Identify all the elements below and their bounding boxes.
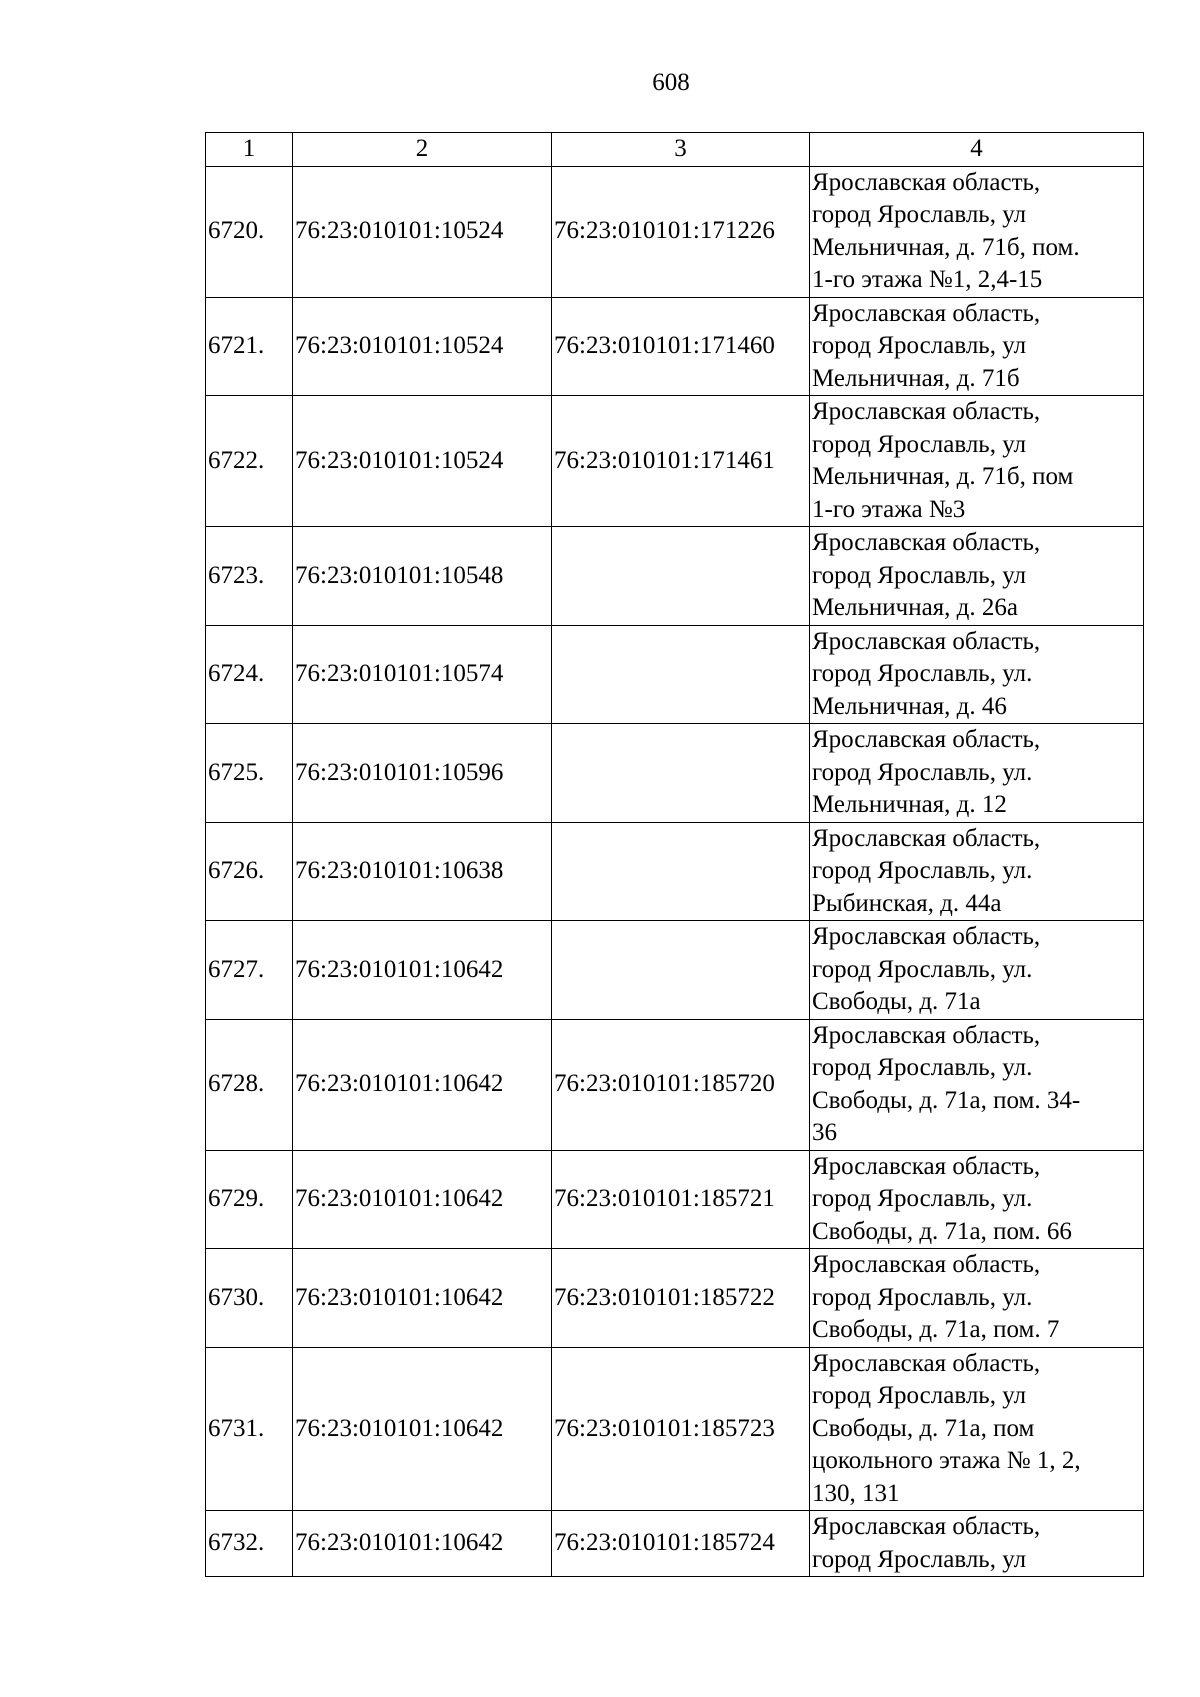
address-line: Ярославская область, bbox=[812, 299, 1041, 327]
object-cadastral-number bbox=[552, 822, 810, 921]
address-cell bbox=[810, 822, 1144, 921]
address-line: Ярославская область, bbox=[812, 1152, 1041, 1180]
table-row bbox=[206, 1511, 1144, 1577]
land-cadastral-number: 76:23:010101:10642 bbox=[293, 1249, 552, 1348]
address-line: Рыбинская, д. 44а bbox=[812, 889, 1002, 917]
land-cadastral-number: 76:23:010101:10642 bbox=[293, 1511, 552, 1577]
header-col-4: 4 bbox=[810, 133, 1144, 167]
land-cadastral-number: 76:23:010101:10642 bbox=[293, 1347, 552, 1511]
row-number: 6725. bbox=[206, 724, 293, 823]
object-cadastral-number: 76:23:010101:171460 bbox=[552, 297, 810, 396]
object-cadastral-number: 76:23:010101:171461 bbox=[552, 396, 810, 527]
address-line: Свободы, д. 71а bbox=[812, 988, 981, 1015]
address-line: 1-го этажа №3 bbox=[812, 495, 966, 523]
land-cadastral-number: 76:23:010101:10574 bbox=[293, 625, 552, 724]
address-line: город Ярославль, ул bbox=[812, 430, 1027, 458]
table-row bbox=[206, 1150, 1144, 1249]
land-cadastral-number: 76:23:010101:10596 bbox=[293, 724, 552, 823]
address-line: Ярославская область, bbox=[812, 398, 1041, 425]
address-line: Свободы, д. 71а, пом. 34- bbox=[812, 1086, 1081, 1114]
address-cell bbox=[810, 297, 1144, 396]
address-line: город Ярославль, ул bbox=[812, 332, 1027, 359]
address-line: город Ярославль, ул. bbox=[812, 1054, 1033, 1081]
table-row bbox=[206, 822, 1144, 921]
row-number: 6731. bbox=[206, 1347, 293, 1511]
table-row bbox=[206, 1249, 1144, 1348]
object-cadastral-number bbox=[552, 625, 810, 724]
address-line: Ярославская область, bbox=[812, 1349, 1041, 1377]
object-cadastral-number bbox=[552, 921, 810, 1020]
address-line: Ярославская область, bbox=[812, 1251, 1041, 1278]
address-line: город Ярославль, ул bbox=[812, 201, 1027, 228]
address-line: 1-го этажа №1, 2,4-15 bbox=[812, 266, 1043, 293]
row-number: 6722. bbox=[206, 396, 293, 527]
land-cadastral-number: 76:23:010101:10548 bbox=[293, 527, 552, 626]
address-line: Ярославская область, bbox=[812, 1513, 1041, 1540]
registry-table bbox=[205, 132, 1144, 1577]
address-cell bbox=[810, 396, 1144, 527]
table-row bbox=[206, 625, 1144, 724]
address-line: город Ярославль, ул. bbox=[812, 857, 1033, 884]
address-line: Ярославская область, bbox=[812, 627, 1041, 655]
address-cell bbox=[810, 921, 1144, 1020]
row-number: 6727. bbox=[206, 921, 293, 1020]
address-line: город Ярославль, ул. bbox=[812, 1185, 1033, 1212]
land-cadastral-number: 76:23:010101:10642 bbox=[293, 921, 552, 1020]
address-line: Ярославская область, bbox=[812, 529, 1041, 556]
address-cell bbox=[810, 527, 1144, 626]
table-body bbox=[206, 166, 1144, 1577]
object-cadastral-number: 76:23:010101:185722 bbox=[552, 1249, 810, 1348]
address-cell bbox=[810, 625, 1144, 724]
address-line: Мельничная, д. 71б bbox=[812, 364, 1020, 392]
address-line: город Ярославль, ул. bbox=[812, 1283, 1033, 1311]
table-row bbox=[206, 921, 1144, 1020]
address-line: Свободы, д. 71а, пом. 66 bbox=[812, 1217, 1072, 1245]
row-number: 6721. bbox=[206, 297, 293, 396]
object-cadastral-number: 76:23:010101:185721 bbox=[552, 1150, 810, 1249]
address-line: Мельничная, д. 12 bbox=[812, 791, 1007, 818]
header-col-1: 1 bbox=[206, 133, 293, 167]
address-cell bbox=[810, 166, 1144, 297]
address-cell bbox=[810, 1019, 1144, 1150]
address-line: 130, 131 bbox=[812, 1479, 900, 1507]
address-cell bbox=[810, 1347, 1144, 1511]
address-line: цокольного этажа № 1, 2, bbox=[812, 1447, 1081, 1474]
header-row bbox=[206, 133, 1144, 167]
address-line: Мельничная, д. 71б, пом bbox=[812, 463, 1074, 490]
address-line: Ярославская область, bbox=[812, 726, 1041, 753]
land-cadastral-number: 76:23:010101:10524 bbox=[293, 166, 552, 297]
table-row bbox=[206, 1019, 1144, 1150]
row-number: 6729. bbox=[206, 1150, 293, 1249]
address-line: Мельничная, д. 71б, пом. bbox=[812, 233, 1080, 261]
object-cadastral-number: 76:23:010101:171226 bbox=[552, 166, 810, 297]
table-row bbox=[206, 724, 1144, 823]
object-cadastral-number bbox=[552, 724, 810, 823]
address-line: Свободы, д. 71а, пом bbox=[812, 1414, 1035, 1442]
header-col-3: 3 bbox=[552, 133, 810, 167]
land-cadastral-number: 76:23:010101:10524 bbox=[293, 297, 552, 396]
table-row bbox=[206, 396, 1144, 527]
land-cadastral-number: 76:23:010101:10642 bbox=[293, 1019, 552, 1150]
address-cell bbox=[810, 1511, 1144, 1577]
address-line: Свободы, д. 71а, пом. 7 bbox=[812, 1316, 1060, 1343]
address-line: город Ярославль, ул. bbox=[812, 955, 1033, 983]
row-number: 6730. bbox=[206, 1249, 293, 1348]
table-row bbox=[206, 1347, 1144, 1511]
address-line: город Ярославль, ул bbox=[812, 1382, 1027, 1409]
address-line: 36 bbox=[812, 1119, 837, 1146]
table-row bbox=[206, 527, 1144, 626]
address-cell bbox=[810, 1150, 1144, 1249]
row-number: 6726. bbox=[206, 822, 293, 921]
address-line: город Ярославль, ул. bbox=[812, 660, 1033, 687]
table-row bbox=[206, 166, 1144, 297]
object-cadastral-number: 76:23:010101:185723 bbox=[552, 1347, 810, 1511]
land-cadastral-number: 76:23:010101:10638 bbox=[293, 822, 552, 921]
land-cadastral-number: 76:23:010101:10524 bbox=[293, 396, 552, 527]
address-line: Ярославская область, bbox=[812, 1021, 1041, 1049]
address-cell bbox=[810, 724, 1144, 823]
address-line: Мельничная, д. 46 bbox=[812, 692, 1007, 720]
row-number: 6720. bbox=[206, 166, 293, 297]
page-number: 608 bbox=[652, 69, 690, 96]
address-line: Мельничная, д. 26а bbox=[812, 594, 1018, 621]
address-line: город Ярославль, ул. bbox=[812, 758, 1033, 786]
row-number: 6724. bbox=[206, 625, 293, 724]
row-number: 6728. bbox=[206, 1019, 293, 1150]
object-cadastral-number: 76:23:010101:185720 bbox=[552, 1019, 810, 1150]
address-line: город Ярославль, ул bbox=[812, 561, 1027, 589]
land-cadastral-number: 76:23:010101:10642 bbox=[293, 1150, 552, 1249]
table-header bbox=[206, 133, 1144, 167]
object-cadastral-number bbox=[552, 527, 810, 626]
row-number: 6732. bbox=[206, 1511, 293, 1577]
address-line: Ярославская область, bbox=[812, 168, 1041, 196]
address-line: Ярославская область, bbox=[812, 824, 1041, 852]
row-number: 6723. bbox=[206, 527, 293, 626]
object-cadastral-number: 76:23:010101:185724 bbox=[552, 1511, 810, 1577]
address-line: Ярославская область, bbox=[812, 923, 1041, 950]
address-line: город Ярославль, ул bbox=[812, 1545, 1027, 1573]
table-row bbox=[206, 297, 1144, 396]
address-cell bbox=[810, 1249, 1144, 1348]
header-col-2: 2 bbox=[293, 133, 552, 167]
